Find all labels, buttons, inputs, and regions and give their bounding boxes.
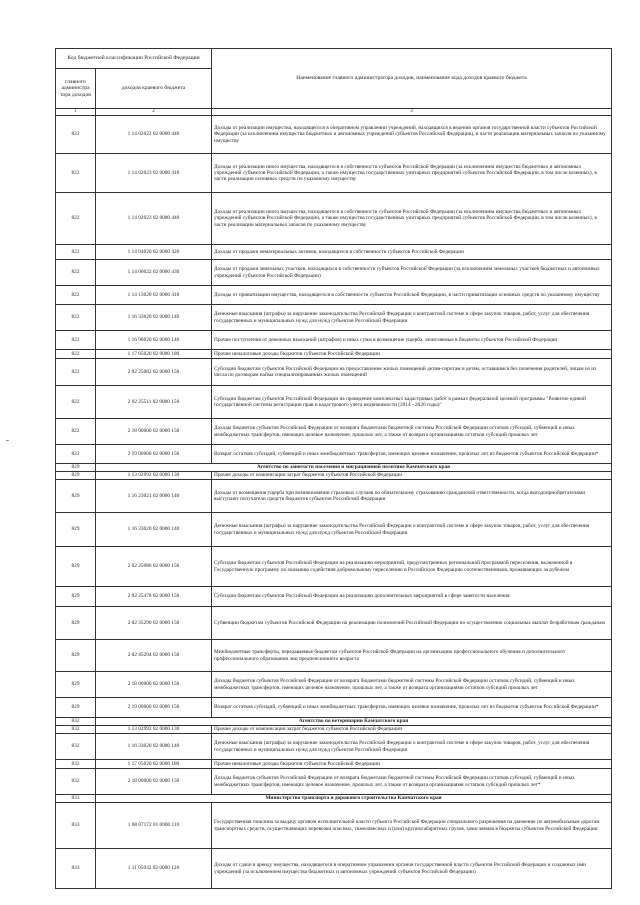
income-code-cell: 2 02 25511 02 0000 150: [96, 386, 212, 419]
income-description-cell: Денежные взыскания (штрафы) за нарушение законодательства Российской Федерации о контрактной системе в сфере закупок товаров, работ, услуг для обеспечения государственных и муниципальных нужд для нужд субъектов Российской Федерации: [212, 734, 612, 760]
admin-code-cell: 822: [56, 154, 96, 193]
income-description-cell: Доходы от реализации иного имущества, находящегося в собственности субъектов Российской Федерации (за исключением имущества бюджетных и автономных учреждений субъектов Российской Федерации, а также имущества государственных унитарных предприятий субъектов Российской Федерации, в том числе казенных), в части реализации материальных запасов по указанному имуществу: [212, 193, 612, 245]
income-description-cell: Субсидии бюджетам субъектов Российской Федерации на реализацию дополнительных мероприятий в сфере занятости населения: [212, 587, 612, 607]
income-description-cell: Доходы от продажи земельных участков, находящихся в собственности субъектов Российской Федерации (за исключением земельных участков бюджетных и автономных учреждений субъектов Российской Федерации): [212, 260, 612, 286]
admin-code-cell: 832: [56, 726, 96, 734]
table-row: [56, 849, 612, 889]
table-row: [56, 359, 612, 386]
admin-code-cell: 822: [56, 286, 96, 305]
header-admin-column: главного администра тора доходов: [56, 69, 96, 109]
header-number-2: 2: [96, 109, 212, 116]
admin-code-cell: 829: [56, 513, 96, 547]
admin-code-cell: 829: [56, 587, 96, 607]
admin-code-cell: 829: [56, 698, 96, 718]
admin-code-cell: 829: [56, 472, 96, 480]
income-description-cell: Межбюджетные трансферты, передаваемые бюджетам субъектов Российской Федерации на организацию профессионального обучения и дополнительного профессионального образования лиц предпенсионного возраста: [212, 640, 612, 672]
table-section-row: [56, 795, 612, 803]
income-description-cell: Денежные взыскания (штрафы) за нарушение законодательства Российской Федерации о контрактной системе в сфере закупок товаров, работ, услуг для обеспечения государственных и муниципальных нужд для нужд субъектов Российской Федерации: [212, 305, 612, 331]
table-row: [56, 445, 612, 464]
table-row: [56, 260, 612, 286]
income-code-cell: 1 11 05032 02 0000 120: [96, 849, 212, 889]
budget-table-page: [55, 48, 611, 889]
table-header: [56, 49, 612, 116]
income-description-cell: Субсидии бюджетам субъектов Российской Федерации на проведение комплексных кадастровых работ в рамках федеральной целевой программы "Развитие единой государственной системы регистрации прав и кадастрового учета недвижимости (2014 - 2020 годы)": [212, 386, 612, 419]
income-code-cell: 1 17 05020 02 0000 180: [96, 760, 212, 769]
income-description-cell: Доходы от реализации иного имущества, находящегося в собственности субъектов Российской Федерации (за исключением имущества бюджетных и автономных учреждений субъектов Российской Федерации, а также имущества государственных унитарных предприятий субъектов Российской Федерации, в том числе казенных), в части реализации основных средств по указанному имуществу: [212, 154, 612, 193]
income-code-cell: 2 02 35290 02 0000 150: [96, 607, 212, 640]
income-code-cell: 1 14 02023 02 0000 410: [96, 154, 212, 193]
table-section-row: [56, 464, 612, 472]
table-row: [56, 672, 612, 698]
income-code-cell: 1 16 23021 02 0000 140: [96, 480, 212, 513]
income-description-cell: Возврат остатков субсидий, субвенций и иных межбюджетных трансфертов, имеющих целевое назначение, прошлых лет из бюджетов субъектов Российской Федерации*: [212, 698, 612, 718]
header-income-column: доходов краевого бюджета: [96, 69, 212, 109]
income-description-cell: Доходы от сдачи в аренду имущества, находящегося в оперативном управлении органов государственной власти субъектов Российской Федерации и созданных ими учреждений (за исключением имущества бюджетных и автономных учреждений субъектов Российской Федерации): [212, 849, 612, 889]
admin-code-cell: 829: [56, 672, 96, 698]
header-name-column: Наименование главного администратора доходов, наименование кода доходов краевого бюджета: [212, 49, 612, 109]
table-row: [56, 547, 612, 587]
table-row: [56, 726, 612, 734]
admin-code-cell: 829: [56, 480, 96, 513]
income-description-cell: Прочие поступления от денежных взысканий (штрафов) и иных сумм в возмещение ущерба, зачисляемые в бюджеты субъектов Российской Федерации: [212, 331, 612, 350]
admin-code-cell: 832: [56, 769, 96, 795]
income-code-cell: 2 02 25478 02 0000 150: [96, 587, 212, 607]
income-code-cell: 1 14 02022 02 0000 440: [96, 116, 212, 154]
income-code-cell: 1 14 04020 02 0000 420: [96, 245, 212, 260]
admin-code-cell: 822: [56, 305, 96, 331]
income-code-cell: 2 18 00000 02 0000 150: [96, 672, 212, 698]
income-description-cell: Доходы бюджетов субъектов Российской Федерации от возврата бюджетами бюджетной системы Российской Федерации остатков субсидий, субвенций и иных межбюджетных трансфертов, имеющих целевое назначение, прошлых лет, а также от возврата организациями остатков субсидий прошлых лет*: [212, 769, 612, 795]
income-description-cell: Субвенции бюджетам субъектов Российской Федерации на реализацию полномочий Российской Федерации по осуществлению социальных выплат безработным гражданам: [212, 607, 612, 640]
income-code-cell: 1 14 06022 02 0000 430: [96, 260, 212, 286]
table-body: [56, 116, 612, 889]
admin-code-cell: 822: [56, 386, 96, 419]
income-code-cell: 2 19 00000 02 0000 150: [96, 445, 212, 464]
table-row: [56, 286, 612, 305]
income-description-cell: Прочие доходы от компенсации затрат бюджетов субъектов Российской Федерации: [212, 472, 612, 480]
income-description-cell: Доходы от возмещения ущерба при возникновении страховых случаев по обязательному страхованию гражданской ответственности, когда выгодоприобретателями выступают получатели средств бюджетов субъектов Российской Федерации: [212, 480, 612, 513]
income-code-cell: 1 16 33020 02 0000 140: [96, 305, 212, 331]
header-group-title: Код бюджетной классификации Российской Федерации: [56, 49, 212, 69]
admin-code-cell: 822: [56, 445, 96, 464]
table-row: [56, 245, 612, 260]
income-code-cell: 1 13 02992 02 0000 130: [96, 726, 212, 734]
admin-code-cell: 833: [56, 849, 96, 889]
table-row: [56, 331, 612, 350]
table-row: [56, 803, 612, 849]
admin-code-cell: 832: [56, 734, 96, 760]
table-row: [56, 193, 612, 245]
income-description-cell: Прочие доходы от компенсации затрат бюджетов субъектов Российской Федерации: [212, 726, 612, 734]
table-row: [56, 480, 612, 513]
admin-code-cell: 822: [56, 419, 96, 445]
income-code-cell: 1 17 05020 02 0000 180: [96, 350, 212, 359]
income-code-cell: 1 16 90020 02 0000 140: [96, 331, 212, 350]
income-description-cell: Денежные взыскания (штрафы) за нарушение законодательства Российской Федерации о контрактной системе в сфере закупок товаров, работ, услуг для обеспечения государственных и муниципальных нужд для нужд субъектов Российской Федерации: [212, 513, 612, 547]
admin-code-cell: 822: [56, 359, 96, 386]
admin-code-cell: 822: [56, 350, 96, 359]
income-code-cell: 1 16 33020 02 0000 140: [96, 734, 212, 760]
header-number-3: 3: [212, 109, 612, 116]
page-edge-mark: [6, 440, 9, 441]
table-row: [56, 350, 612, 359]
table-row: [56, 472, 612, 480]
table-row: [56, 419, 612, 445]
income-description-cell: Возврат остатков субсидий, субвенций и иных межбюджетных трансфертов, имеющих целевое назначение, прошлых лет из бюджетов субъектов Российской Федерации*: [212, 445, 612, 464]
income-description-cell: Доходы бюджетов субъектов Российской Федерации от возврата бюджетами бюджетной системы Российской Федерации остатков субсидий, субвенций и иных межбюджетных трансфертов, имеющих целевое назначение, прошлых лет, а также от возврата организациями остатков субсидий прошлых лет: [212, 419, 612, 445]
table-row: [56, 587, 612, 607]
income-code-cell: 2 02 25082 02 0000 150: [96, 359, 212, 386]
header-number-1: 1: [56, 109, 96, 116]
income-code-cell: 1 13 02992 02 0000 130: [96, 472, 212, 480]
income-code-cell: 2 18 00000 02 0000 150: [96, 769, 212, 795]
income-code-cell: 2 19 00000 02 0000 150: [96, 698, 212, 718]
admin-code-cell: 822: [56, 245, 96, 260]
income-description-cell: Субсидии бюджетам субъектов Российской Федерации на реализацию мероприятий, предусмотренных региональной программой переселения, включенной в Государственную программу по оказанию содействия добровольному переселению в Российскую Федерацию соотечественников, проживающих за рубежом: [212, 547, 612, 587]
admin-code-cell: 829: [56, 640, 96, 672]
admin-code-cell: 832: [56, 760, 96, 769]
section-title-cell: Агентство по ветеринарии Камчатского края: [96, 718, 612, 726]
income-code-cell: 1 14 02023 02 0000 440: [96, 193, 212, 245]
admin-code-cell: 822: [56, 260, 96, 286]
section-title-cell: Министерство транспорта и дорожного строительства Камчатского края: [96, 795, 612, 803]
admin-code-cell: 833: [56, 795, 96, 803]
income-code-cell: 1 14 13020 02 0000 410: [96, 286, 212, 305]
table-row: [56, 154, 612, 193]
table-section-row: [56, 718, 612, 726]
admin-code-cell: 829: [56, 607, 96, 640]
income-description-cell: Доходы от реализации имущества, находящегося в оперативном управлении учреждений, находящихся в ведении органов государственной власти субъектов Российской Федерации (за исключением имущества бюджетных и автономных учреждений субъектов Российской Федерации), в части реализации материальных запасов по указанному имуществу: [212, 116, 612, 154]
section-title-cell: Агентство по занятости населения и миграционной политике Камчатского края: [96, 464, 612, 472]
income-code-cell: 1 08 07172 01 0000 110: [96, 803, 212, 849]
income-description-cell: Доходы от продажи нематериальных активов, находящихся в собственности субъектов Российской Федерации: [212, 245, 612, 260]
table-row: [56, 305, 612, 331]
table-row: [56, 386, 612, 419]
income-description-cell: Доходы бюджетов субъектов Российской Федерации от возврата бюджетами бюджетной системы Российской Федерации остатков субсидий, субвенций и иных межбюджетных трансфертов, имеющих целевое назначение, прошлых лет, а также от возврата организациями остатков субсидий прошлых лет: [212, 672, 612, 698]
table-row: [56, 734, 612, 760]
table-row: [56, 760, 612, 769]
income-description-cell: Субсидии бюджетам субъектов Российской Федерации на предоставление жилых помещений детям-сиротам и детям, оставшимся без попечения родителей, лицам из их числа по договорам найма специализированных жилых помещений: [212, 359, 612, 386]
table-row: [56, 698, 612, 718]
table-row: [56, 640, 612, 672]
budget-classification-table: [55, 48, 612, 889]
income-code-cell: 2 02 45294 02 0000 150: [96, 640, 212, 672]
table-row: [56, 769, 612, 795]
income-code-cell: 1 16 33020 02 0000 140: [96, 513, 212, 547]
table-row: [56, 116, 612, 154]
admin-code-cell: 833: [56, 803, 96, 849]
admin-code-cell: 822: [56, 193, 96, 245]
admin-code-cell: 829: [56, 547, 96, 587]
income-description-cell: Государственная пошлина за выдачу органом исполнительной власти субъекта Российской Федерации специального разрешения на движение по автомобильным дорогам транспортных средств, осуществляющих перевозки опасных, тяжеловесных и (или) крупногабаритных грузов, зачисляемая в бюджеты субъектов Российской Федерации: [212, 803, 612, 849]
income-code-cell: 2 18 00000 02 0000 150: [96, 419, 212, 445]
admin-code-cell: 832: [56, 718, 96, 726]
admin-code-cell: 829: [56, 464, 96, 472]
income-description-cell: Прочие неналоговые доходы бюджетов субъектов Российской Федерации: [212, 350, 612, 359]
income-code-cell: 2 02 25086 02 0000 150: [96, 547, 212, 587]
admin-code-cell: 822: [56, 116, 96, 154]
income-description-cell: Доходы от приватизации имущества, находящегося в собственности субъектов Российской Федерации, в части приватизации основных средств по указанному имуществу: [212, 286, 612, 305]
admin-code-cell: 822: [56, 331, 96, 350]
table-row: [56, 607, 612, 640]
table-row: [56, 513, 612, 547]
income-description-cell: Прочие неналоговые доходы бюджетов субъектов Российской Федерации: [212, 760, 612, 769]
